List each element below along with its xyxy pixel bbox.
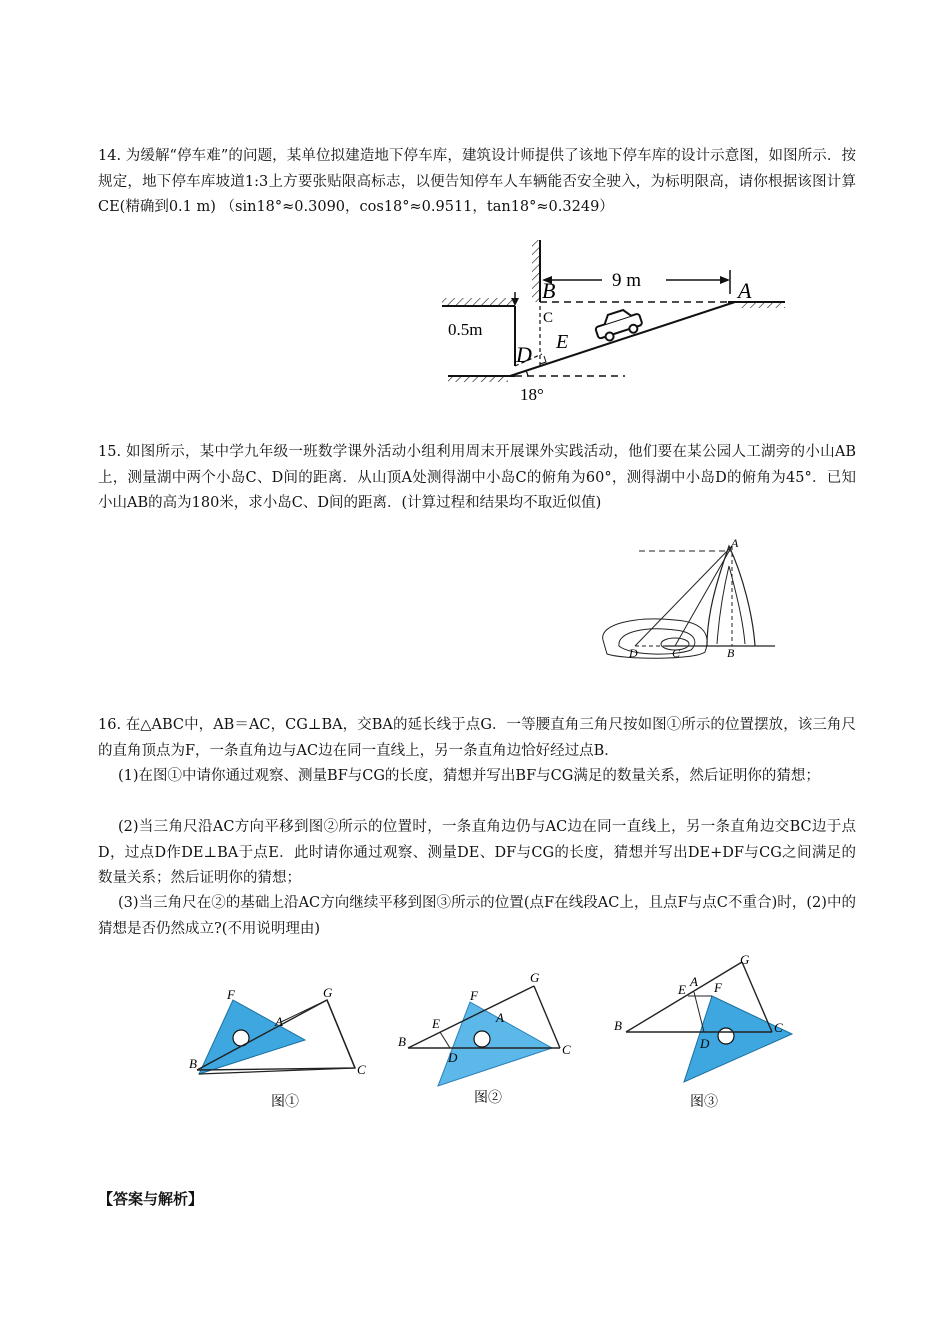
segment-DE	[440, 1032, 450, 1048]
question-16-part3: (3)当三角尺在②的基础上沿AC方向继续平移到图③所示的位置(点F在线段AC上，且点F与点C不重合)时，(2)中的猜想是否仍然成立?(不用说明理由)	[98, 895, 856, 937]
height-arrow-head	[511, 298, 519, 306]
question-16-part1: (1)在图①中请你通过观察、测量BF与CG的长度，猜想并写出BF与CG满足的数量关系，然后证明你的猜想；	[118, 768, 820, 784]
label-C: C	[774, 1020, 783, 1035]
ruler-hole	[474, 1031, 490, 1047]
label-C: C	[562, 1042, 571, 1057]
bottom-ground-hatch	[448, 376, 508, 382]
label-D: D	[629, 646, 638, 660]
label-D: D	[700, 1036, 710, 1051]
label-A: A	[731, 536, 739, 550]
right-angle-mark	[540, 356, 546, 364]
label-G: G	[740, 952, 750, 967]
ruler-hole	[718, 1028, 734, 1044]
distance-label: 9 m	[612, 270, 642, 291]
triangle-figure-1	[185, 960, 380, 1115]
height-label: 0.5m	[448, 320, 483, 339]
label-E: E	[678, 982, 686, 997]
caption-2: 图②	[474, 1091, 502, 1106]
ruler-triangle	[199, 1000, 305, 1074]
label-D: D	[448, 1050, 458, 1065]
question-16-part2: (2)当三角尺沿AC方向平移到图②所示的位置时，一条直角边仍与AC边在同一直线上，另一条直角边交BC边于点D，过点D作DE⊥BA于点E．此时请你通过观察、测量DE、DF与CG的长度，猜想并写出DE+DF与CG之间满足的数量关系；然后证明你的猜想；	[98, 819, 856, 886]
caption-1: 图①	[271, 1095, 299, 1110]
label-A: A	[738, 278, 752, 303]
caption-3: 图③	[690, 1095, 718, 1110]
wall-hatch	[532, 240, 540, 302]
label-B: B	[542, 278, 556, 303]
label-C: C	[357, 1062, 366, 1077]
label-D: D	[516, 342, 532, 367]
label-A: A	[690, 974, 698, 989]
label-B: B	[727, 646, 735, 660]
label-B: B	[398, 1034, 406, 1049]
car-icon	[593, 306, 644, 344]
label-A: A	[275, 1014, 283, 1029]
arrow-head-right	[720, 276, 730, 284]
extension-AG	[281, 1000, 327, 1022]
upper-ground-hatch	[442, 298, 512, 306]
segment-GC	[327, 1000, 355, 1068]
label-G: G	[530, 970, 540, 985]
label-F: F	[227, 987, 235, 1002]
angle-label: 18°	[520, 385, 544, 404]
triangle-figure-3	[606, 950, 806, 1118]
lake-hill-figure	[595, 536, 780, 661]
answer-heading: 【答案与解析】	[98, 1190, 204, 1208]
label-A: A	[496, 1010, 504, 1025]
question-15-text: 15. 如图所示，某中学九年级一班数学课外活动小组利用周末开展课外实践活动，他们要在某公园人工湖旁的小山AB上，测量湖中两个小岛C、D间的距离．从山顶A处测得湖中小岛C的俯角为60°，测得湖中小岛D的俯角为45°．已知小山AB的高为180米，求小岛C、D间的距离．(计算过程和结果均不取近似值)	[98, 444, 856, 511]
ruler-triangle	[438, 1002, 552, 1086]
parking-garage-figure	[440, 236, 790, 406]
label-F: F	[714, 980, 722, 995]
label-C: C	[543, 310, 554, 326]
label-F: F	[470, 988, 478, 1003]
segment-DE	[694, 992, 704, 1032]
label-E: E	[556, 331, 569, 353]
triangle-figure-2	[392, 962, 587, 1112]
question-16-intro: 16. 在△ABC中，AB＝AC，CG⊥BA，交BA的延长线于点G．一等腰直角三角尺按如图①所示的位置摆放，该三角尺的直角顶点为F，一条直角边与AC边在同一直线上，另一条直角边恰好经过点B．	[98, 717, 856, 759]
label-B: B	[189, 1056, 197, 1071]
hill-outline	[707, 546, 755, 646]
label-G: G	[323, 985, 333, 1000]
segment-GC	[534, 986, 560, 1048]
question-14-text: 14. 为缓解“停车难”的问题，某单位拟建造地下停车库，建筑设计师提供了该地下停车库的设计示意图，如图所示．按规定，地下停车库坡道1:3上方要张贴限高标志，以便告知停车人车辆能否安全驶入，为标明限高，请你根据该图计算CE(精确到0.1 m) （sin18°≈0.3090，cos18°≈0.9511，tan18°≈0.3249）	[98, 148, 856, 215]
label-B: B	[614, 1018, 622, 1033]
label-C: C	[672, 646, 681, 660]
label-E: E	[432, 1016, 440, 1031]
